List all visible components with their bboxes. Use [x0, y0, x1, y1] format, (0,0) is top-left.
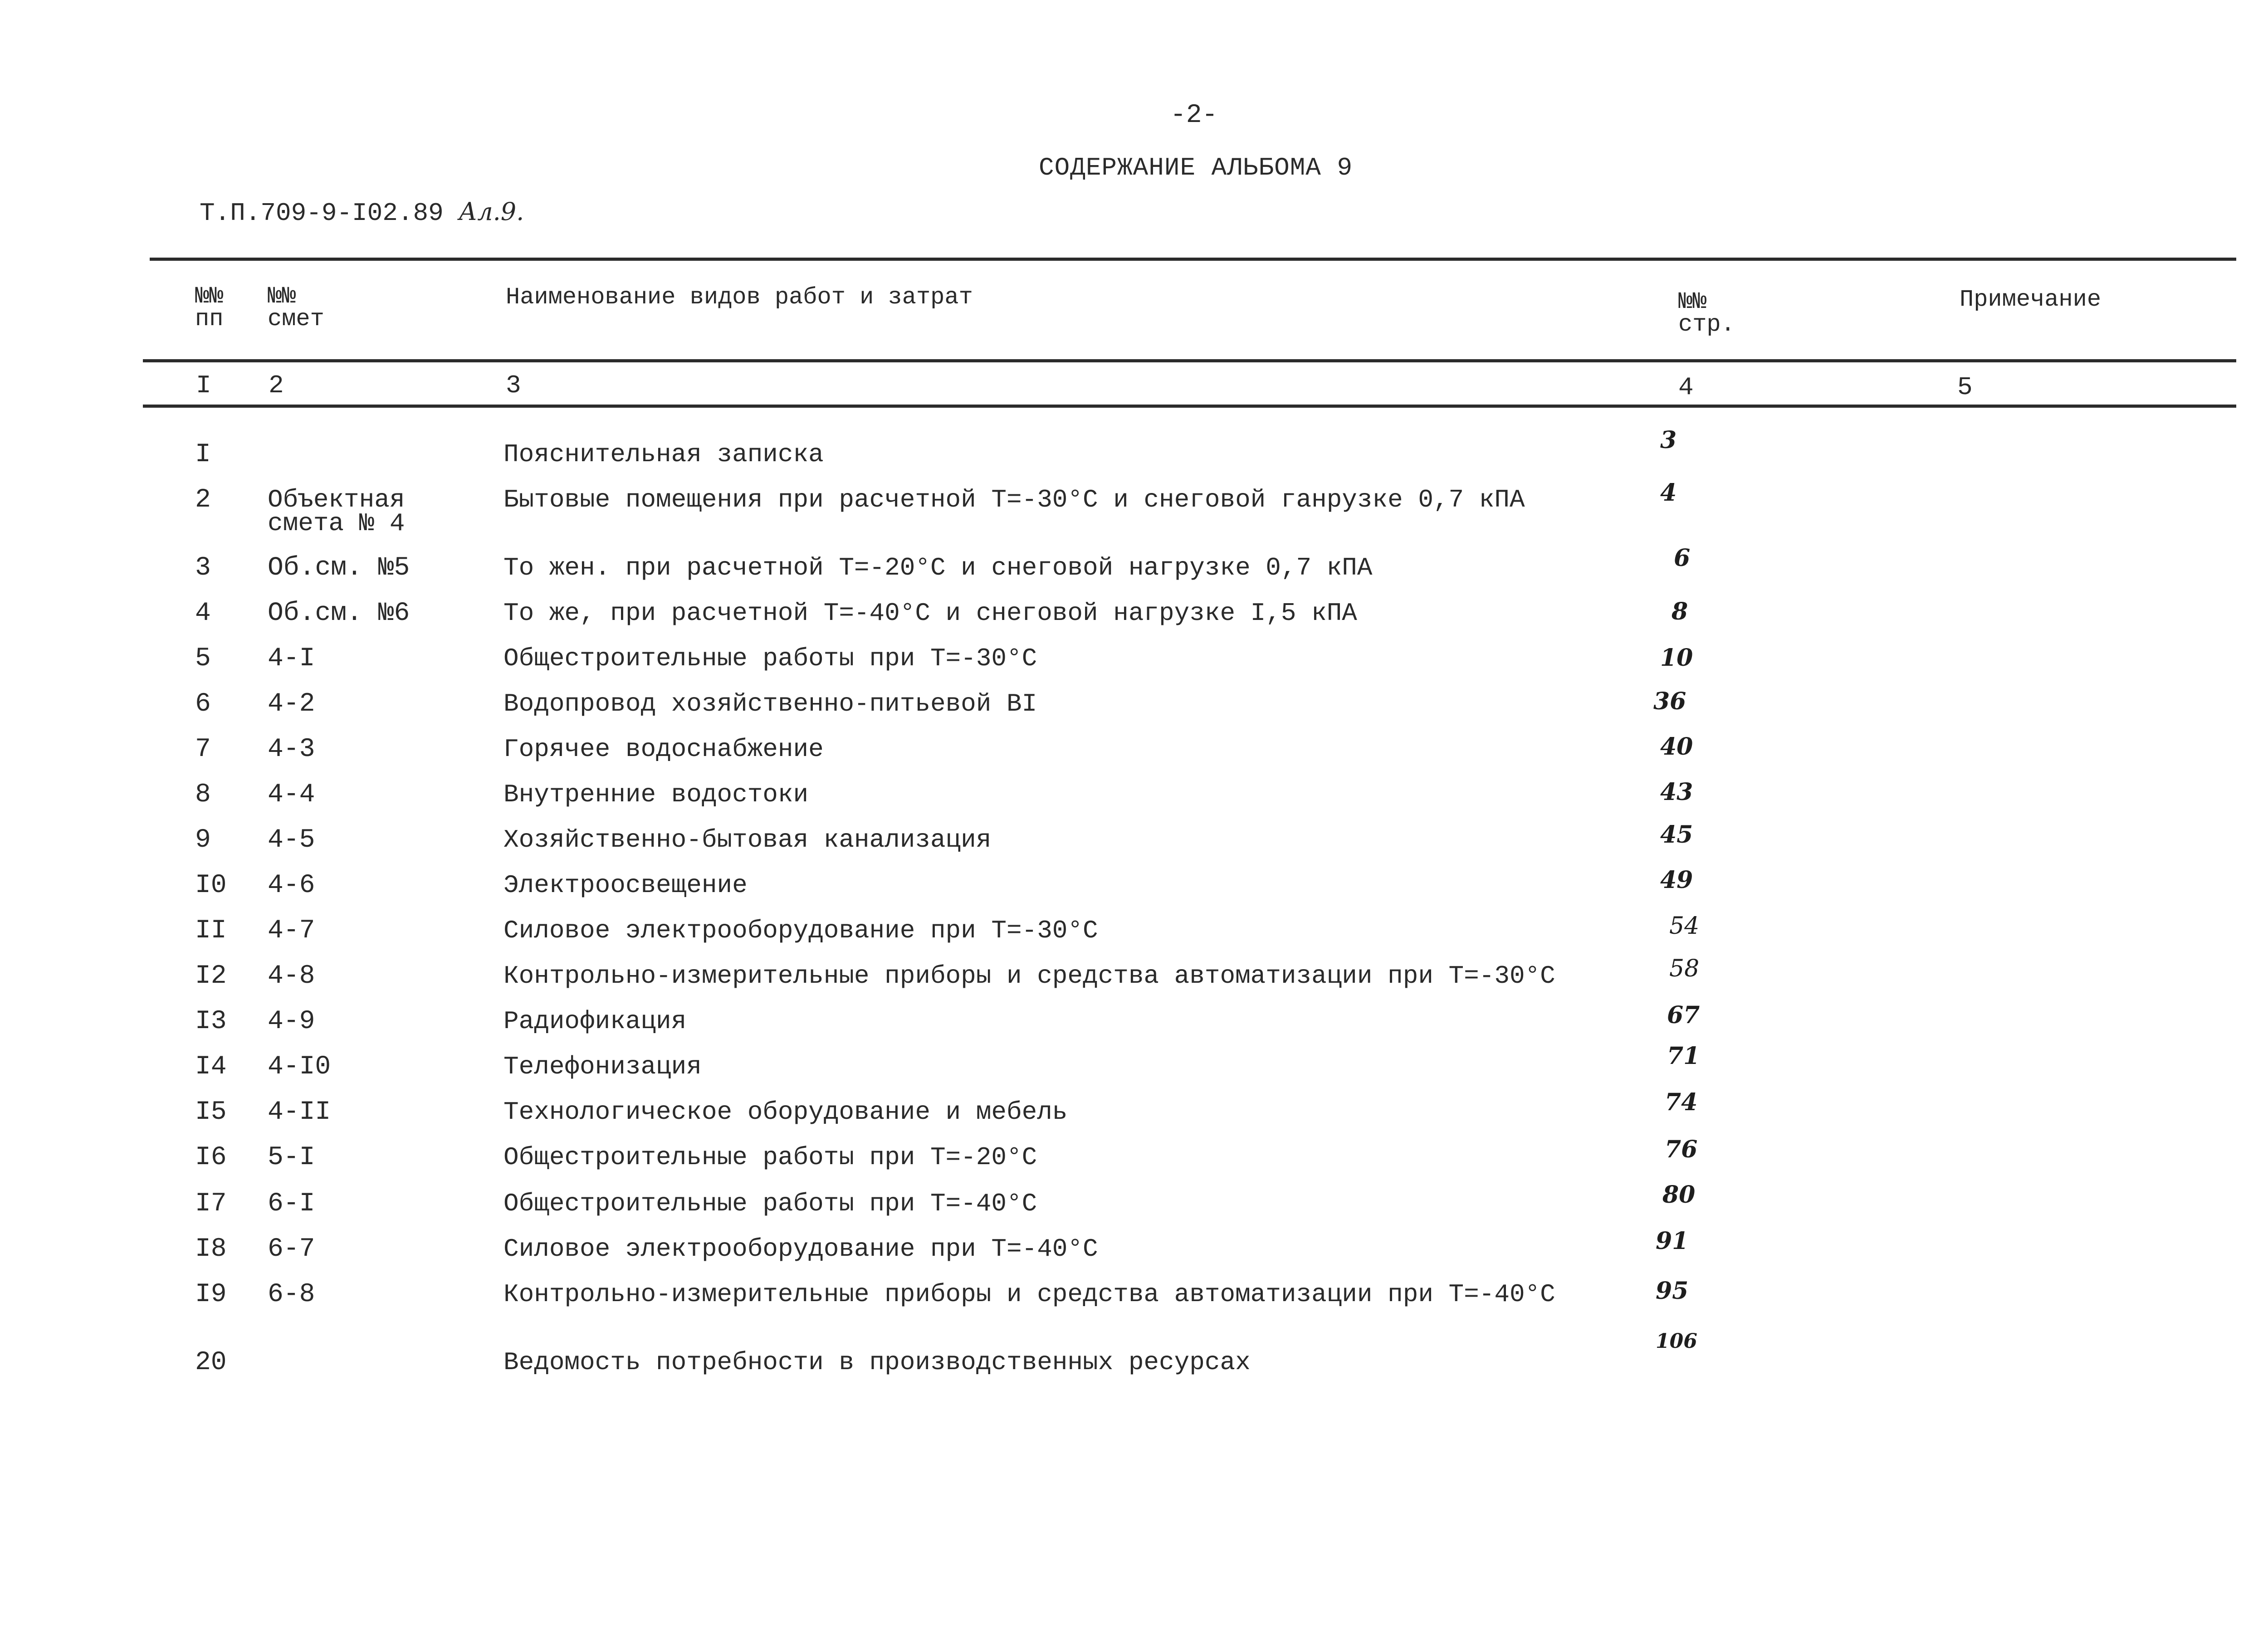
table-row — [0, 1227, 2268, 1271]
column-number-4: 4 — [1678, 373, 1694, 402]
row-number: I9 — [195, 1280, 227, 1309]
table-row — [0, 735, 2268, 771]
row-page: 91 — [1656, 1227, 1689, 1255]
table-row — [0, 1042, 2268, 1088]
table-row — [0, 644, 2268, 680]
row-name: Радиофикация — [503, 1007, 687, 1036]
row-name: Электроосвещение — [503, 871, 748, 900]
row-number: 9 — [195, 825, 211, 855]
row-page: 80 — [1662, 1181, 1696, 1209]
row-name: То жен. при расчетной Т=-20°С и снеговой нагрузке 0,7 кПА — [503, 553, 1373, 582]
row-number: II — [195, 916, 227, 946]
table-top-rule — [150, 258, 2236, 261]
row-name: Водопровод хозяйственно-питьевой ВI — [503, 689, 1037, 718]
header-page-number-symbol: №№ — [1678, 288, 1707, 315]
header-work-name: Наименование видов работ и затрат — [506, 284, 973, 311]
row-number: I3 — [195, 1007, 227, 1036]
document-code-text: Т.П.709-9-I02.89 — [200, 199, 444, 228]
row-smeta: Объектная смета № 4 — [268, 485, 405, 538]
table-row — [0, 544, 2268, 590]
table-row — [0, 1001, 2268, 1043]
table-row — [0, 821, 2268, 862]
header-pp: пп — [195, 306, 224, 332]
header-smeta-number-symbol: №№ — [268, 283, 296, 310]
row-name: Пояснительная записка — [503, 440, 824, 469]
table-row — [0, 912, 2268, 952]
row-number: I6 — [195, 1143, 227, 1172]
table-row — [0, 866, 2268, 907]
row-page: 43 — [1660, 778, 1693, 806]
row-number: I8 — [195, 1234, 227, 1264]
row-smeta: 4-5 — [268, 825, 315, 855]
row-number: 20 — [195, 1348, 227, 1377]
row-name: Контрольно-измерительные приборы и средства автоматизации при Т=-30°С — [503, 961, 1555, 990]
row-name: Хозяйственно-бытовая канализация — [503, 825, 992, 854]
row-number: 3 — [195, 553, 211, 583]
row-page: 58 — [1669, 955, 1700, 982]
row-page: 8 — [1672, 598, 1688, 625]
table-row — [0, 780, 2268, 816]
row-page: 10 — [1660, 644, 1693, 672]
document-code — [200, 197, 524, 228]
row-number: 6 — [195, 689, 211, 719]
table-row — [0, 1330, 2268, 1384]
row-page: 54 — [1669, 912, 1700, 940]
row-name: Ведомость потребности в производственных ресурсах — [503, 1348, 1251, 1377]
table-row — [0, 1088, 2268, 1134]
table-row — [0, 689, 2268, 726]
row-number: I0 — [195, 871, 227, 900]
row-smeta: Об.см. №6 — [268, 599, 410, 628]
row-smeta: 4-4 — [268, 780, 315, 810]
row-page: 40 — [1660, 733, 1693, 761]
row-page: 71 — [1667, 1042, 1700, 1070]
row-page: 106 — [1656, 1330, 1697, 1353]
row-page: 67 — [1667, 1001, 1700, 1029]
row-page: 76 — [1665, 1136, 1698, 1163]
row-name: Технологическое оборудование и мебель — [503, 1097, 1068, 1127]
row-number: 2 — [195, 485, 211, 515]
row-smeta: 4-I0 — [268, 1052, 331, 1082]
row-number: 5 — [195, 644, 211, 673]
row-page: 74 — [1665, 1088, 1698, 1116]
row-page: 4 — [1660, 479, 1677, 507]
row-page: 6 — [1674, 544, 1691, 572]
column-number-3: 3 — [506, 371, 521, 400]
table-row — [0, 1181, 2268, 1225]
row-name: То же, при расчетной Т=-40°С и снеговой нагрузке I,5 кПА — [503, 599, 1357, 628]
row-number: I — [195, 440, 211, 469]
table-row — [0, 479, 2268, 538]
table-row — [0, 599, 2268, 635]
header-note: Примечание — [1960, 286, 2102, 313]
row-smeta: 6-8 — [268, 1280, 315, 1309]
row-number: I7 — [195, 1189, 227, 1219]
row-name: Горячее водоснабжение — [503, 735, 824, 764]
header-smeta: смет — [268, 306, 324, 332]
row-name: Контрольно-измерительные приборы и средства автоматизации при Т=-40°С — [503, 1280, 1555, 1309]
row-smeta: 4-6 — [268, 871, 315, 900]
row-page: 49 — [1660, 866, 1693, 894]
row-name: Силовое электрооборудование при Т=-40°С — [503, 1234, 1098, 1263]
row-name: Общестроительные работы при Т=-30°С — [503, 644, 1037, 673]
row-smeta: 5-I — [268, 1143, 315, 1172]
row-smeta: Об.см. №5 — [268, 553, 410, 583]
column-number-1: I — [196, 371, 211, 400]
table-row — [0, 1277, 2268, 1316]
row-page: 45 — [1660, 821, 1693, 849]
row-smeta: 4-I — [268, 644, 315, 673]
row-smeta: 4-8 — [268, 961, 315, 991]
row-smeta: 6-I — [268, 1189, 315, 1219]
row-name: Силовое электрооборудование при Т=-30°С — [503, 916, 1098, 945]
table-row — [0, 1136, 2268, 1179]
row-name: Общестроительные работы при Т=-20°С — [503, 1143, 1037, 1172]
row-page: 3 — [1660, 426, 1677, 454]
row-smeta: 4-2 — [268, 689, 315, 719]
row-number: I2 — [195, 961, 227, 991]
row-number: 7 — [195, 735, 211, 764]
row-name: Внутренние водостоки — [503, 780, 809, 809]
row-smeta: 6-7 — [268, 1234, 315, 1264]
row-smeta: 4-7 — [268, 916, 315, 946]
table-row — [0, 426, 2268, 476]
row-name: Телефонизация — [503, 1052, 702, 1081]
row-smeta: 4-9 — [268, 1007, 315, 1036]
page-title: СОДЕРЖАНИЕ АЛЬБОМА 9 — [1039, 153, 1353, 182]
row-page: 95 — [1656, 1277, 1689, 1305]
row-name: Бытовые помещения при расчетной Т=-30°С и снеговой ганрузке 0,7 кПА — [503, 485, 1525, 514]
row-number: I4 — [195, 1052, 227, 1082]
row-page: 36 — [1653, 688, 1686, 715]
row-smeta: 4-II — [268, 1097, 331, 1127]
row-number: 4 — [195, 599, 211, 628]
page-number: -2- — [1170, 101, 1218, 130]
column-numbers-bottom-rule — [143, 405, 2236, 408]
row-number: I5 — [195, 1097, 227, 1127]
document-code-handwritten: Ал.9. — [459, 197, 524, 226]
column-number-2: 2 — [269, 371, 284, 400]
table-row — [0, 955, 2268, 998]
row-smeta: 4-3 — [268, 735, 315, 764]
row-number: 8 — [195, 780, 211, 810]
row-name: Общестроительные работы при Т=-40°С — [503, 1189, 1037, 1218]
header-bottom-rule — [143, 359, 2236, 362]
column-number-5: 5 — [1957, 373, 1973, 402]
header-page: стр. — [1678, 311, 1735, 338]
header-number-symbol: №№ — [195, 283, 224, 310]
